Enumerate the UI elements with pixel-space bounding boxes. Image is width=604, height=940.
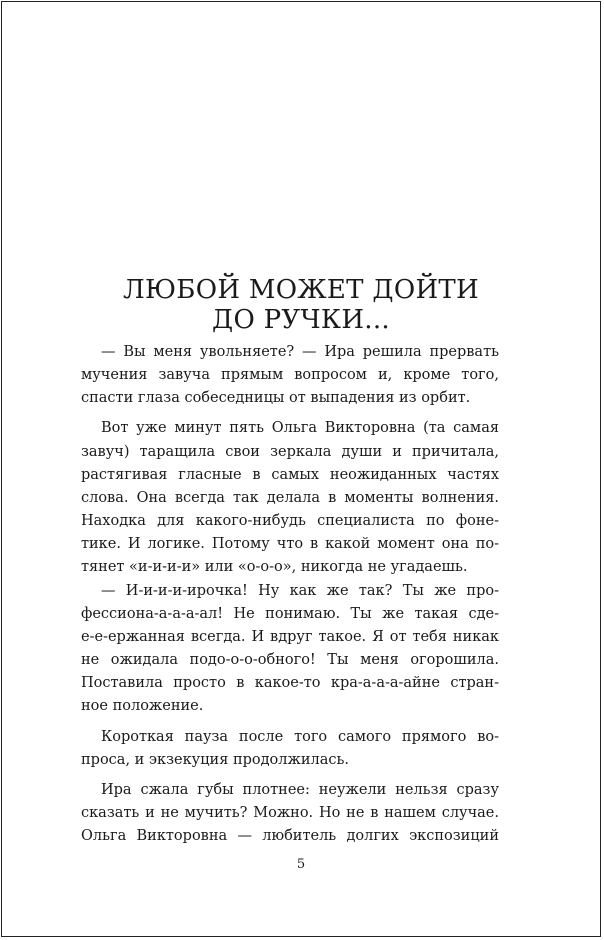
text-line: Ольга Викторовна — любитель долгих экспозиций: [81, 828, 499, 845]
text-line: Короткая пауза после того самого прямого во-: [101, 728, 499, 745]
text-line: слова. Она всегда так делала в моменты волнения.: [81, 489, 499, 506]
chapter-title: [2, 275, 600, 335]
text-line: растягивая гласные в самых неожиданных частях: [81, 466, 499, 483]
text-line: — И-и-и-и-ирочка! Ну как же так? Ты же про-: [101, 582, 499, 599]
chapter-title-line-2: ДО РУЧКИ...: [212, 305, 390, 335]
text-line: фессиона-а-а-а-ал! Не понимаю. Ты же такая сде-: [81, 605, 499, 622]
book-page: [1, 1, 601, 937]
text-line: Вот уже минут пять Ольга Викторовна (та самая: [101, 420, 499, 437]
text-line: завуч) таращила свои зеркала души и причитала,: [81, 443, 499, 460]
page-number: 5: [296, 857, 306, 872]
text-line: проса, и экзекуция продолжилась.: [81, 751, 349, 768]
text-line: Поставила просто в какое-то кра-а-а-а-айне стран-: [81, 675, 499, 692]
text-line: тянет «и-и-и-и» или «о-о-о», никогда не угадаешь.: [81, 559, 468, 576]
text-line: — Вы меня увольняете? — Ира решила прервать: [101, 344, 499, 360]
text-line: е-е-ержанная всегда. И вдруг такое. Я от тебя никак: [81, 628, 499, 645]
text-line: тике. И логике. Потому что в какой момент она по-: [81, 536, 499, 553]
text-line: Находка для какого-нибудь специалиста по фоне-: [81, 513, 499, 530]
text-line: сказать и не мучить? Можно. Но не в нашем случае.: [81, 804, 499, 821]
text-line: ное положение.: [81, 698, 204, 715]
body-text: [81, 341, 499, 848]
text-line: Ира сжала губы плотнее: неужели нельзя сразу: [101, 781, 499, 798]
text-line: мучения завуча прямым вопросом и, кроме того,: [81, 367, 499, 384]
chapter-title-line-1: ЛЮБОЙ МОЖЕТ ДОЙТИ: [122, 275, 480, 305]
text-line: спасти глаза собеседницы от выпадения из орбит.: [81, 390, 471, 407]
text-line: не ожидала подо-о-о-обного! Ты меня огорошила.: [81, 652, 499, 669]
